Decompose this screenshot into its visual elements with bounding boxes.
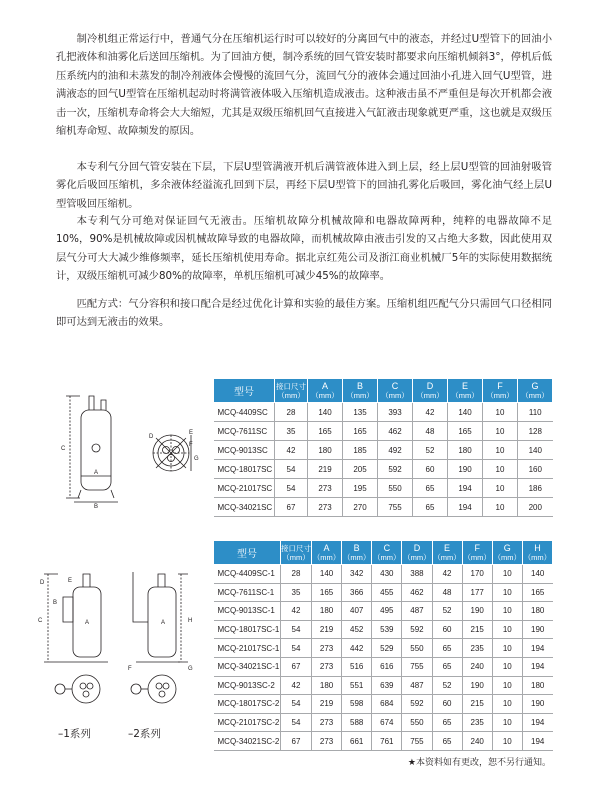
value-cell: 10 [483, 479, 518, 498]
model-cell: MCQ-34021SC-2 [214, 732, 281, 751]
value-cell: 185 [343, 441, 378, 460]
value-cell: 180 [522, 602, 552, 621]
table-row [214, 583, 553, 602]
table2-header-col: H （mm） [522, 541, 552, 565]
value-cell: 140 [518, 441, 553, 460]
value-cell: 190 [462, 602, 492, 621]
table1-header-model: 型号 [214, 379, 275, 403]
value-cell: 28 [275, 403, 308, 422]
value-cell: 35 [281, 583, 312, 602]
model-cell: MCQ-34021SC [214, 498, 275, 517]
dim-label-c: C [61, 446, 66, 452]
model-cell: MCQ-7611SC [214, 422, 275, 441]
dim2-label-a: A [85, 620, 90, 626]
value-cell: 215 [462, 695, 492, 714]
value-cell: 755 [402, 657, 432, 676]
table1-header-col: C （mm） [378, 379, 413, 403]
model-cell: MCQ-18017SC-2 [214, 695, 281, 714]
model-cell: MCQ-21017SC-1 [214, 639, 281, 658]
value-cell: 35 [275, 422, 308, 441]
value-cell: 67 [275, 498, 308, 517]
model-cell: MCQ-18017SC [214, 460, 275, 479]
value-cell: 215 [462, 620, 492, 639]
value-cell: 28 [281, 565, 312, 584]
dim2-label-c: C [38, 618, 43, 624]
value-cell: 60 [432, 620, 462, 639]
value-cell: 616 [372, 657, 402, 676]
value-cell: 235 [462, 713, 492, 732]
value-cell: 492 [378, 441, 413, 460]
value-cell: 10 [492, 583, 522, 602]
series-label-1: –1系列 [58, 728, 91, 740]
value-cell: 67 [281, 732, 312, 751]
table-row [214, 620, 553, 639]
table1-header-col: A （mm） [308, 379, 343, 403]
value-cell: 273 [312, 713, 342, 732]
model-cell: MCQ-9013SC-2 [214, 676, 281, 695]
value-cell: 598 [342, 695, 372, 714]
value-cell: 194 [522, 732, 552, 751]
value-cell: 592 [402, 695, 432, 714]
patent-paragraph: 本专利气分回气管安装在下层，下层U型管满液开机后满管液体进入到上层，经上层U型管的回油射吸管雾化后吸回压缩机，多余液体经溢流孔回到下层，再经下层U型管下的回油孔雾化后吸回，雾化油气经上层U型管吸回压缩机。 [56, 161, 552, 210]
value-cell: 190 [522, 695, 552, 714]
model-cell: MCQ-21017SC [214, 479, 275, 498]
value-cell: 180 [522, 676, 552, 695]
value-cell: 165 [343, 422, 378, 441]
table2-header-col: C （mm） [372, 541, 402, 565]
model-cell: MCQ-7611SC-1 [214, 583, 281, 602]
value-cell: 180 [312, 676, 342, 695]
value-cell: 273 [312, 639, 342, 658]
value-cell: 10 [492, 639, 522, 658]
table-row [214, 479, 553, 498]
spec-table-2 [213, 540, 553, 751]
table-row [214, 695, 553, 714]
table-row [214, 713, 553, 732]
table1-header-col: F （mm） [483, 379, 518, 403]
value-cell: 592 [378, 460, 413, 479]
value-cell: 273 [312, 657, 342, 676]
table-row [214, 657, 553, 676]
value-cell: 140 [522, 565, 552, 584]
value-cell: 487 [402, 676, 432, 695]
value-cell: 194 [448, 479, 483, 498]
value-cell: 240 [462, 732, 492, 751]
model-cell: MCQ-21017SC-2 [214, 713, 281, 732]
value-cell: 165 [312, 583, 342, 602]
value-cell: 65 [413, 479, 448, 498]
table-row [214, 639, 553, 658]
value-cell: 186 [518, 479, 553, 498]
table2-header-port: 接口尺寸 （mm） [281, 541, 312, 565]
value-cell: 48 [413, 422, 448, 441]
value-cell: 190 [462, 676, 492, 695]
value-cell: 430 [372, 565, 402, 584]
value-cell: 240 [462, 657, 492, 676]
value-cell: 219 [312, 695, 342, 714]
table-row [214, 676, 553, 695]
table-row [214, 441, 553, 460]
value-cell: 755 [378, 498, 413, 517]
dim-label-e: E [189, 430, 194, 436]
dim2-label-f: F [128, 666, 132, 672]
value-cell: 462 [378, 422, 413, 441]
table-row [214, 460, 553, 479]
value-cell: 273 [308, 479, 343, 498]
value-cell: 165 [448, 422, 483, 441]
value-cell: 10 [483, 441, 518, 460]
value-cell: 177 [462, 583, 492, 602]
benefit-paragraph: 本专利气分可绝对保证回气无液击。压缩机故障分机械故障和电器故障两种，纯粹的电器故障不足10%，90%是机械故障或因机械故障导致的电器故障，而机械故障由液击引发的又占绝大多数，因此使用双层气分可大大减少维修频率，延长压缩机使用寿命。据北京红苑公司及浙江商业机械厂5年的实际使用数据统计，双级压缩机可减少80%的故障率，单机压缩机可减少45%的故障率。 [56, 215, 552, 283]
table2-header-col: G （mm） [492, 541, 522, 565]
table-row [214, 498, 553, 517]
value-cell: 65 [432, 732, 462, 751]
table1-header-col: B （mm） [343, 379, 378, 403]
value-cell: 42 [281, 676, 312, 695]
value-cell: 65 [432, 657, 462, 676]
value-cell: 10 [492, 676, 522, 695]
matching-paragraph: 匹配方式：气分容积和接口配合是经过优化计算和实验的最佳方案。压缩机组匹配气分只需回气口径相同即可达到无液击的效果。 [56, 298, 552, 329]
value-cell: 10 [492, 602, 522, 621]
value-cell: 128 [518, 422, 553, 441]
value-cell: 110 [518, 403, 553, 422]
value-cell: 65 [432, 639, 462, 658]
value-cell: 67 [281, 657, 312, 676]
value-cell: 194 [448, 498, 483, 517]
table-row [214, 732, 553, 751]
value-cell: 592 [402, 620, 432, 639]
value-cell: 661 [342, 732, 372, 751]
dim-label-g: G [194, 456, 199, 462]
value-cell: 10 [492, 565, 522, 584]
model-cell: MCQ-9013SC-1 [214, 602, 281, 621]
value-cell: 495 [372, 602, 402, 621]
dim2-label-e: E [68, 578, 73, 584]
value-cell: 10 [483, 422, 518, 441]
model-cell: MCQ-4409SC-1 [214, 565, 281, 584]
value-cell: 194 [522, 713, 552, 732]
separator-drawing-1 [56, 388, 206, 508]
value-cell: 54 [275, 479, 308, 498]
value-cell: 180 [312, 602, 342, 621]
value-cell: 388 [402, 565, 432, 584]
value-cell: 588 [342, 713, 372, 732]
model-cell: MCQ-34021SC-1 [214, 657, 281, 676]
value-cell: 60 [432, 695, 462, 714]
table2-header-col: E （mm） [432, 541, 462, 565]
value-cell: 140 [308, 403, 343, 422]
value-cell: 200 [518, 498, 553, 517]
value-cell: 180 [308, 441, 343, 460]
value-cell: 10 [492, 657, 522, 676]
value-cell: 393 [378, 403, 413, 422]
value-cell: 140 [312, 565, 342, 584]
value-cell: 190 [522, 620, 552, 639]
dim2-label-a2: A [161, 620, 166, 626]
table-row [214, 565, 553, 584]
dim2-label-b: B [53, 600, 58, 606]
value-cell: 10 [483, 460, 518, 479]
value-cell: 42 [432, 565, 462, 584]
value-cell: 10 [492, 695, 522, 714]
value-cell: 10 [492, 732, 522, 751]
value-cell: 407 [342, 602, 372, 621]
value-cell: 273 [308, 498, 343, 517]
value-cell: 639 [372, 676, 402, 695]
value-cell: 54 [281, 695, 312, 714]
table1-header-port: 接口尺寸 （mm） [275, 379, 308, 403]
model-cell: MCQ-4409SC [214, 403, 275, 422]
value-cell: 135 [343, 403, 378, 422]
value-cell: 487 [402, 602, 432, 621]
value-cell: 10 [483, 403, 518, 422]
table2-header-col: A （mm） [312, 541, 342, 565]
value-cell: 761 [372, 732, 402, 751]
intro-paragraph: 制冷机组正常运行中，普通气分在压缩机运行时可以较好的分离回气中的液态，并经过U型管下的回油小孔把液体和油雾化后送回压缩机。为了回油方便，制冷系统的回气管安装时都要求向压缩机倾斜3°，停机后低压系统内的油和未蒸发的制冷剂液体会慢慢的流回气分，流回气分的液体会通过回油小孔进入回气U型管，进满液态的回气U型管在压缩机起动时将满管液体吸入压缩机造成液击。这种液击虽不严重但是每次开机都会液击一次，压缩机寿命将会大大缩短，尤其是双级压缩机回气直接进入气缸液击现象就更严重，这也就是双级压缩机寿命短、故障频发的原因。 [56, 33, 552, 138]
dim2-label-g: G [188, 666, 193, 672]
dim2-label-d: D [40, 580, 45, 586]
value-cell: 140 [448, 403, 483, 422]
table-row [214, 602, 553, 621]
value-cell: 65 [432, 713, 462, 732]
value-cell: 48 [432, 583, 462, 602]
spec-table-1 [213, 378, 553, 517]
value-cell: 516 [342, 657, 372, 676]
value-cell: 160 [518, 460, 553, 479]
value-cell: 342 [342, 565, 372, 584]
table-row [214, 422, 553, 441]
value-cell: 10 [483, 498, 518, 517]
table2-header-col: B （mm） [342, 541, 372, 565]
value-cell: 270 [343, 498, 378, 517]
dim-label-f: F [189, 442, 193, 448]
value-cell: 550 [378, 479, 413, 498]
table2-header-col: F （mm） [462, 541, 492, 565]
value-cell: 54 [281, 620, 312, 639]
value-cell: 52 [413, 441, 448, 460]
value-cell: 219 [312, 620, 342, 639]
value-cell: 551 [342, 676, 372, 695]
value-cell: 195 [343, 479, 378, 498]
value-cell: 170 [462, 565, 492, 584]
value-cell: 442 [342, 639, 372, 658]
value-cell: 194 [522, 657, 552, 676]
value-cell: 190 [448, 460, 483, 479]
value-cell: 42 [275, 441, 308, 460]
value-cell: 60 [413, 460, 448, 479]
value-cell: 205 [343, 460, 378, 479]
value-cell: 52 [432, 602, 462, 621]
value-cell: 165 [522, 583, 552, 602]
value-cell: 65 [413, 498, 448, 517]
table1-header-col: E （mm） [448, 379, 483, 403]
separator-drawing-2 [28, 562, 208, 722]
value-cell: 366 [342, 583, 372, 602]
value-cell: 452 [342, 620, 372, 639]
value-cell: 194 [522, 639, 552, 658]
series-label-2: –2系列 [128, 728, 161, 740]
value-cell: 684 [372, 695, 402, 714]
value-cell: 674 [372, 713, 402, 732]
dim-label-b: B [94, 504, 99, 508]
dim-label-d: D [149, 434, 154, 440]
table2-header-col: D （mm） [402, 541, 432, 565]
value-cell: 235 [462, 639, 492, 658]
model-cell: MCQ-9013SC [214, 441, 275, 460]
value-cell: 550 [402, 713, 432, 732]
value-cell: 54 [281, 713, 312, 732]
value-cell: 42 [413, 403, 448, 422]
value-cell: 755 [402, 732, 432, 751]
footnote: ★本资料如有更改，恕不另行通知。 [407, 758, 551, 768]
table1-header-col: G （mm） [518, 379, 553, 403]
value-cell: 462 [402, 583, 432, 602]
value-cell: 54 [275, 460, 308, 479]
dim2-label-h: H [188, 618, 193, 624]
table-row [214, 403, 553, 422]
value-cell: 52 [432, 676, 462, 695]
value-cell: 54 [281, 639, 312, 658]
value-cell: 180 [448, 441, 483, 460]
value-cell: 539 [372, 620, 402, 639]
model-cell: MCQ-18017SC-1 [214, 620, 281, 639]
value-cell: 42 [281, 602, 312, 621]
value-cell: 529 [372, 639, 402, 658]
value-cell: 273 [312, 732, 342, 751]
value-cell: 550 [402, 639, 432, 658]
value-cell: 165 [308, 422, 343, 441]
table1-header-col: D （mm） [413, 379, 448, 403]
value-cell: 219 [308, 460, 343, 479]
value-cell: 10 [492, 713, 522, 732]
dim-label-a: A [94, 470, 99, 476]
table2-header-model: 型号 [214, 541, 281, 565]
value-cell: 10 [492, 620, 522, 639]
value-cell: 455 [372, 583, 402, 602]
